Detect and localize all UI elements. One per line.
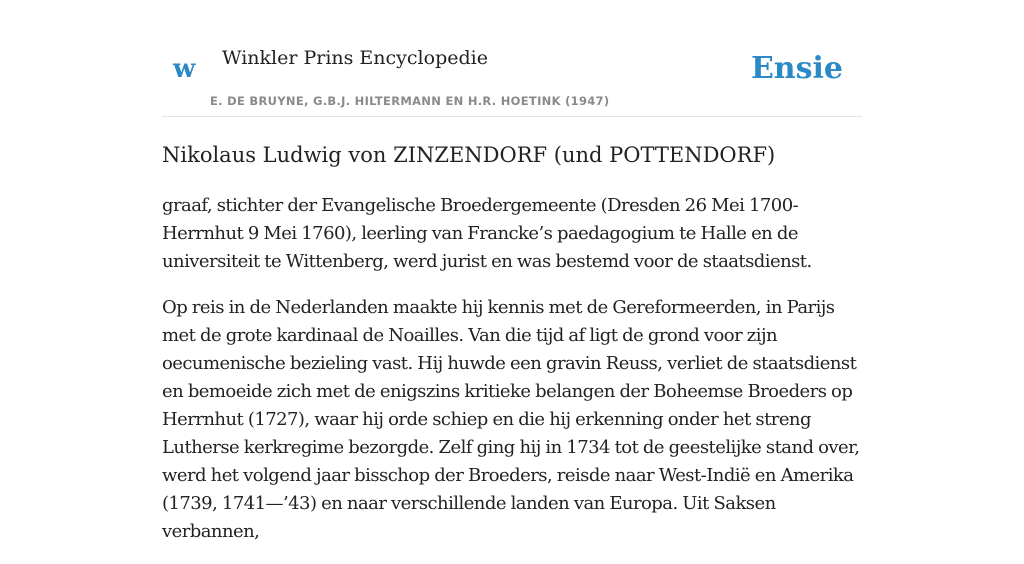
winkler-prins-logo-icon[interactable]: w — [173, 54, 196, 84]
article-paragraph: Op reis in de Nederlanden maakte hij kennis met de Gereformeerden, in Parijs met de grote kardinaal de Noailles. Van die tijd af ligt de grond voor zijn oecumenische bezieling vast. Hij huwde een gravin Reuss, verliet de staatsdienst en bemoeide zich met de enigszins kritieke belangen der Boheemse Broeders op Herrnhut (1727), waar hij orde schiep en die hij erkenning onder het streng Lutherse kerkregime bezorgde. Zelf ging hij in 1734 tot de geestelijke stand over, werd het volgend jaar bisschop der Broeders, reisde naar West-Indië en Amerika (1739, 1741—’43) en naar verschillende landen van Europa. Uit Saksen verbannen, — [162, 297, 860, 542]
source-header — [162, 0, 862, 117]
article-title: Nikolaus Ludwig von ZINZENDORF (und POTTENDORF) — [162, 143, 776, 167]
ensie-logo[interactable]: Ensie — [750, 51, 843, 86]
article-paragraph: graaf, stichter der Evangelische Broedergemeente (Dresden 26 Mei 1700-Herrnhut 9 Mei 1760), leerling van Francke’s paedagogium te Halle en de universiteit te Wittenberg, werd jurist en was bestemd voor de staatsdienst. — [162, 195, 812, 272]
source-authors: E. DE BRUYNE, G.B.J. HILTERMANN EN H.R. HOETINK (1947) — [210, 94, 610, 108]
article-body — [162, 192, 862, 564]
source-title[interactable]: Winkler Prins Encyclopedie — [222, 47, 488, 69]
